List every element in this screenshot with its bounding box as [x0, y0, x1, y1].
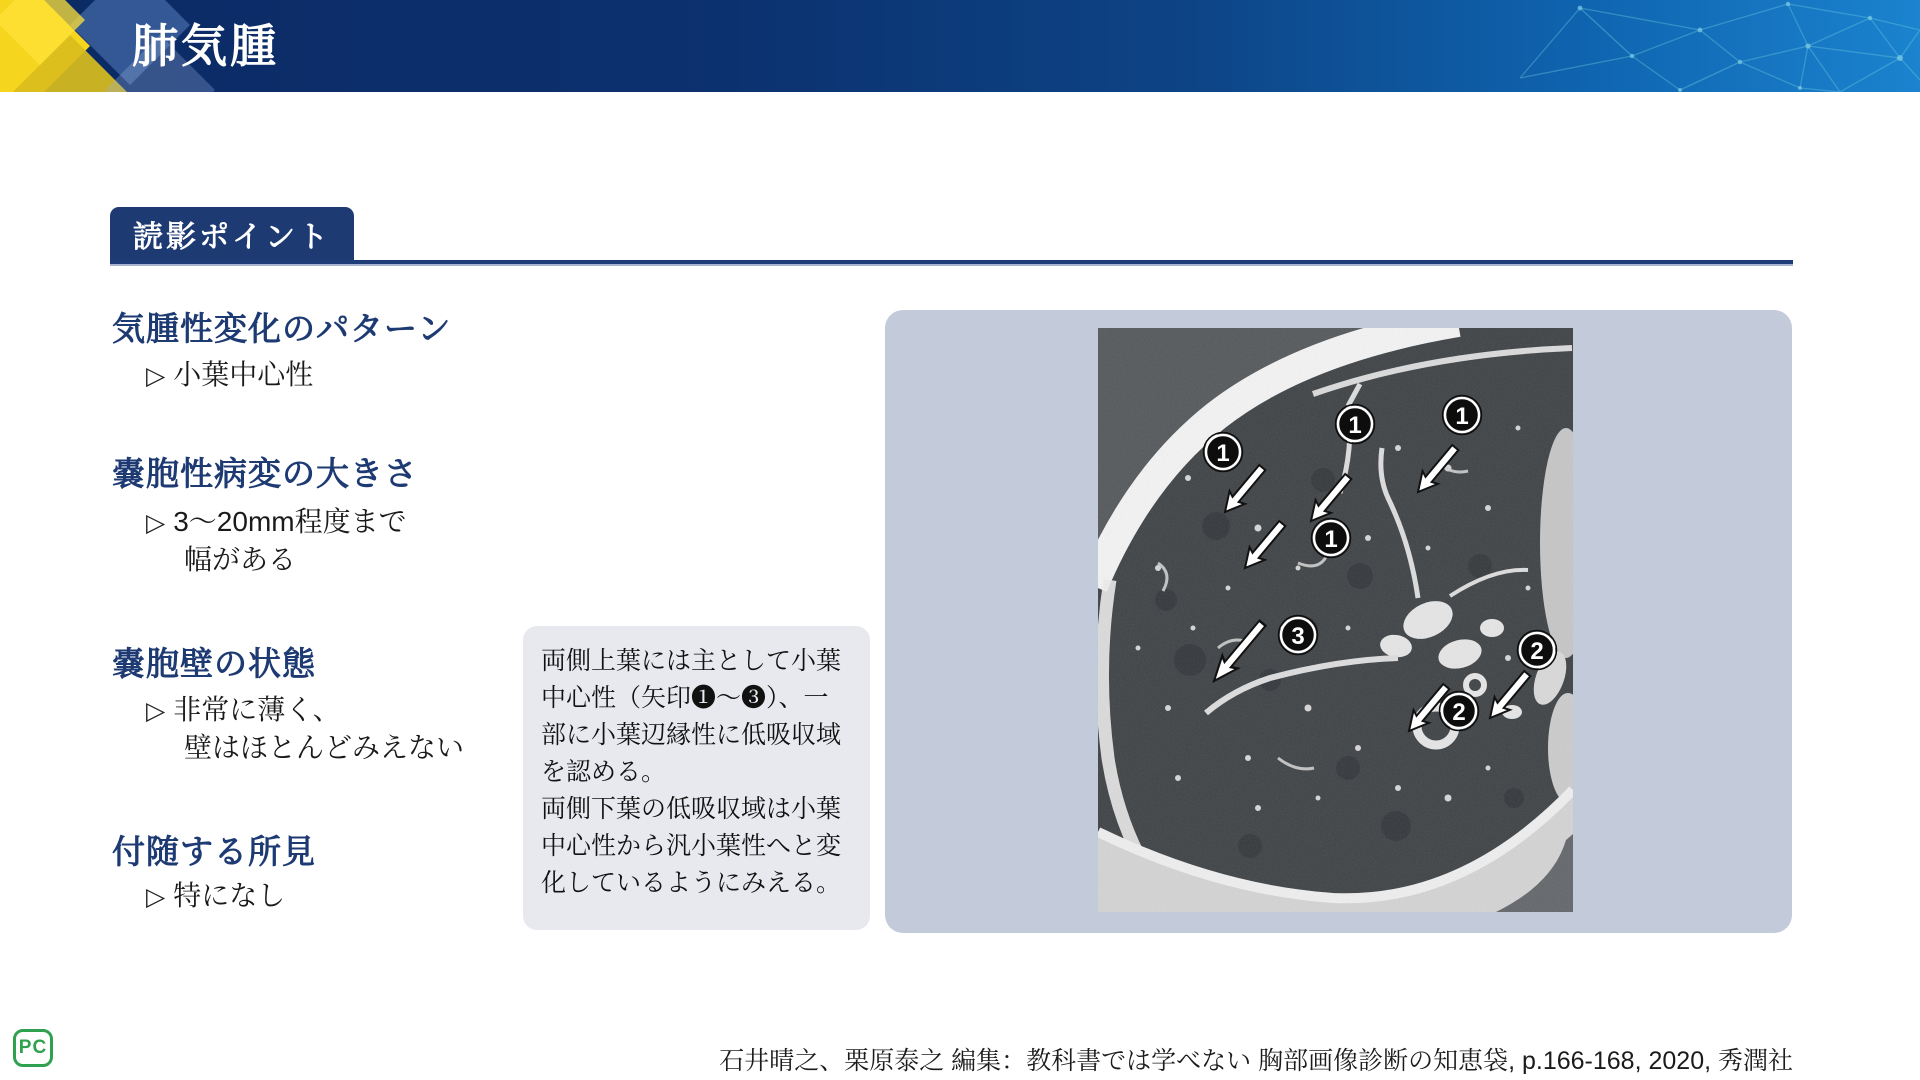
point-bullet — [146, 500, 407, 540]
ct-scan-image — [1098, 328, 1573, 912]
bullet-text: 非常に薄く、 — [173, 694, 341, 725]
svg-text:2: 2 — [1452, 699, 1466, 726]
bullet-text: 小葉中心性 — [173, 359, 314, 390]
pc-logo: PC — [13, 1029, 53, 1067]
bullet-text: 特になし — [173, 880, 286, 911]
point-heading-associated: 付随する所見 — [112, 833, 316, 870]
annotation-paragraph: 両側上葉には主として小葉中心性（矢印❶～❸）、一部に小葉辺縁性に低吸収域を認める。 — [541, 647, 842, 786]
bullet-continuation: 幅がある — [184, 544, 297, 575]
bullet-continuation: 壁はほとんどみえない — [184, 732, 465, 763]
svg-text:1: 1 — [1216, 440, 1230, 467]
svg-text:3: 3 — [1291, 623, 1305, 650]
ct-marker — [1440, 692, 1479, 731]
ct-marker — [1204, 433, 1243, 472]
annotation-paragraph: 両側下葉の低吸収域は小葉中心性から汎小葉性へと変化しているようにみえる。 — [541, 795, 842, 897]
point-heading-size: 嚢胞性病変の大きさ — [112, 455, 418, 492]
page-title: 肺気腫 — [132, 20, 279, 72]
header-bar — [0, 0, 1920, 92]
triangle-bullet-icon: ▷ — [146, 697, 166, 725]
citation-text: 石井晴之、栗原泰之 編集：教科書では学べない 胸部画像診断の知恵袋, p.166-168, 2020, 秀潤社 — [719, 1047, 1793, 1075]
point-bullet — [146, 353, 313, 393]
section-divider — [110, 260, 1793, 266]
ct-marker — [1443, 396, 1482, 435]
ct-marker — [1336, 405, 1375, 444]
svg-text:2: 2 — [1530, 638, 1544, 665]
svg-text:1: 1 — [1324, 526, 1338, 553]
ct-marker — [1279, 616, 1318, 655]
point-heading-pattern: 気腫性変化のパターン — [112, 310, 452, 347]
triangle-bullet-icon: ▷ — [146, 362, 166, 390]
triangle-bullet-icon: ▷ — [146, 883, 166, 911]
svg-text:1: 1 — [1455, 403, 1469, 430]
point-bullet — [146, 688, 341, 728]
bullet-text: 3～20mm程度まで — [173, 506, 407, 537]
ct-marker — [1312, 519, 1351, 558]
point-heading-wall: 嚢胞壁の状態 — [112, 645, 316, 682]
network-pattern-icon — [1140, 0, 1920, 92]
annotation-box — [523, 626, 870, 930]
triangle-bullet-icon: ▷ — [146, 509, 166, 537]
svg-text:1: 1 — [1348, 412, 1362, 439]
point-bullet — [146, 874, 285, 914]
section-badge: 読影ポイント — [110, 207, 354, 260]
ct-marker — [1518, 631, 1557, 670]
